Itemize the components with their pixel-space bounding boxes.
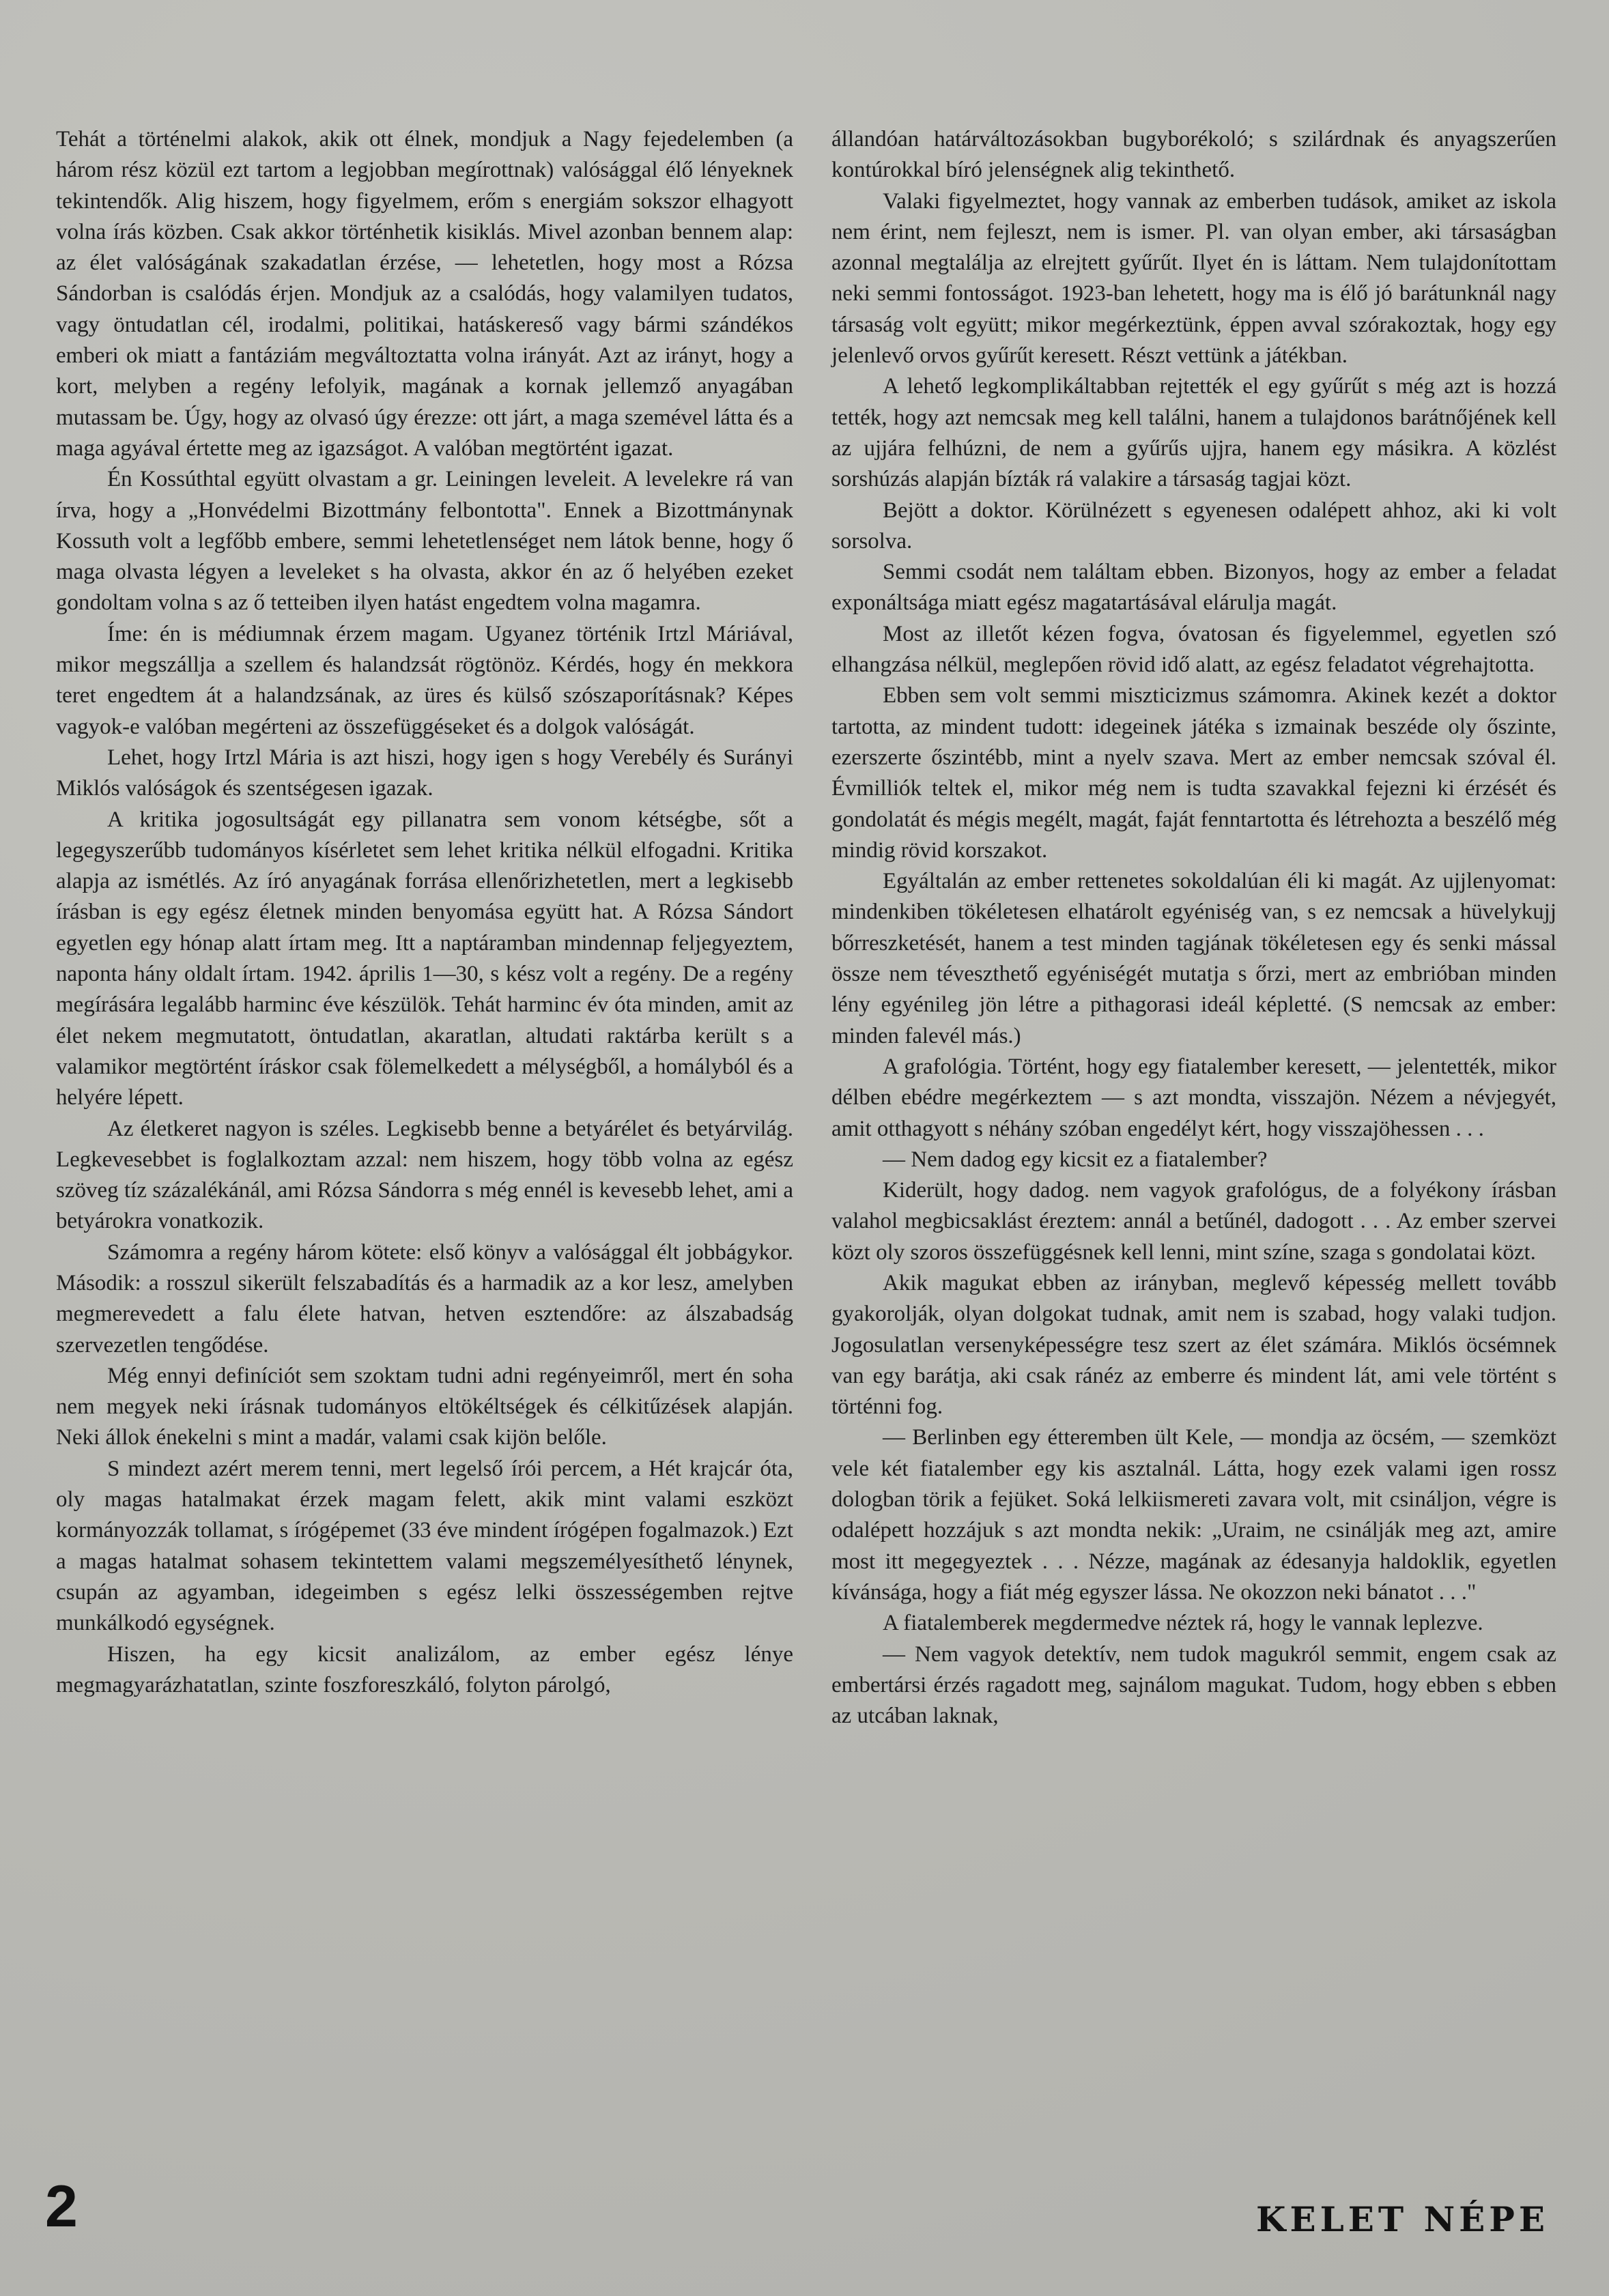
paragraph: Én Kossúthtal együtt olvastam a gr. Leiningen leveleit. A levelekre rá van írva, hogy a „Honvédelmi Bizottmány felbontotta". Ennek a Bizottmánynak Kossuth volt a legfőbb embere, semmi lehetetlenséget nem látok benne, hogy ő maga olvasta légyen a leveleket s ha olvasta, akkor én az ő helyében ezeket gondoltam volna s az ő tetteiben ilyen hatást engedtem volna magamra. — [56, 467, 793, 616]
paragraph: S mindezt azért merem tenni, mert legelső írói percem, a Hét krajcár óta, oly magas hatalmakat érzek magam felett, akik mint valami eszközt kormányozzák tollamat, s írógépemet (33 éve mindent írógépen fogalmazok.) Ezt a magas hatalmat sohasem tekintettem valami megszemélyesíthető lénynek, csupán az agyamban, idegeimben s egész lelki összességemben rejtve munkálkodó egységnek. — [56, 1456, 793, 1636]
paragraph: Bejött a doktor. Körülnézett s egyenesen odalépett ahhoz, aki ki volt sorsolva. — [831, 498, 1556, 554]
paragraph: A lehető legkomplikáltabban rejtették el egy gyűrűt s még azt is hozzá tették, hogy azt nemcsak meg kell találni, hanem a tulajdonos barátnőjének kell az ujjára felhúzni, de nem a gyűrűs ujjra, hanem egy másikra. A közlést sorshúzás alapján bízták rá valakire a társaság tagjai közt. — [831, 374, 1556, 492]
paragraph: Számomra a regény három kötete: első könyv a valósággal élt jobbágykor. Második: a rosszul sikerült felszabadítás és a harmadik az a kor lesz, amelyben megmerevedett a falu élete hatvan, hetven esztendőre: az álszabadság szervezetlen tengődése. — [56, 1239, 793, 1358]
paragraph: — Nem vagyok detektív, nem tudok magukról semmit, engem csak az embertársi érzés ragadott meg, sajnálom magukat. Tudom, hogy ebben s ebben az utcában laknak, — [831, 1641, 1556, 1729]
paragraph: A grafológia. Történt, hogy egy fiatalember keresett, — jelentették, mikor délben ebédre megérkeztem — s azt mondta, visszajön. Nézem a névjegyét, amit otthagyott s néhány szóban engedélyt kért, hogy visszajöhessen . . . — [831, 1054, 1556, 1141]
paragraph: A fiatalemberek megdermedve néztek rá, hogy le vannak leplezve. — [883, 1611, 1483, 1636]
magazine-title: KELET NÉPE — [1256, 2199, 1549, 2239]
paragraph: Kiderült, hogy dadog. nem vagyok grafológus, de a folyékony írásban valahol megbicsaklást éreztem: annál a betűnél, dadogott . . . Az ember szervei közt oly szoros összefüggésnek kell lenni, mint színe, szaga s gondolatai közt. — [831, 1178, 1556, 1265]
paragraph: Most az illetőt kézen fogva, óvatosan és figyelemmel, egyetlen szó elhangzása nélkül, meglepően rövid idő alatt, az egész feladatot végrehajtotta. — [831, 621, 1556, 678]
paragraph: Akik magukat ebben az irányban, meglevő képesség mellett tovább gyakorolják, olyan dolgokat tudnak, amit nem is szabad, hogy valaki tudjon. Jogosulatlan versenyképességre tesz szert az élet számára. Miklós öcsémnek van egy barátja, aki csak ránéz az emberre és mindent lát, ami vele történt s történni fog. — [831, 1270, 1556, 1420]
paragraph: állandóan határváltozásokban bugyborékoló; s szilárdnak és anyagszerűen kontúrokkal bíró jelenségnek alig tekinthető. — [831, 127, 1556, 183]
paragraph: Az életkeret nagyon is széles. Legkisebb benne a betyárélet és betyárvilág. Legkevesebbet is foglalkoztam azzal: nem hiszem, hogy több volna az egész szöveg tíz százalékánál, ami Rózsa Sándorra s még ennél is kevesebb lehet, ami a betyárokra vonatkozik. — [56, 1116, 793, 1234]
paragraph: Íme: én is médiumnak érzem magam. Ugyanez történik Irtzl Máriával, mikor megszállja a szellem és halandzsát rögtönöz. Kérdés, hogy én mekkora teret engedtem át a halandzsának, az üres és külső szószaporításnak? Képes vagyok-e valóban megérteni az összefüggéseket és a dolgok valóságát. — [56, 621, 793, 739]
page-number: 2 — [45, 2174, 78, 2239]
paragraph: Valaki figyelmeztet, hogy vannak az emberben tudások, amiket az iskola nem érint, nem fejleszt, nem is ismer. Pl. van olyan ember, aki társaságban azonnal megtalálja az elrejtett gyűrűt. Ilyet én is láttam. Nem tulajdonítottam neki semmi fontosságot. 1923-ban lehetett, hogy ma is élő jó barátunknál nagy társaság volt együtt; mikor megérkeztünk, éppen avval szórakoztak, hogy egy jelenlevő orvos gyűrűt keresett. Részt vettünk a játékban. — [831, 188, 1556, 369]
paragraph: — Berlinben egy étteremben ült Kele, — mondja az öcsém, — szemközt vele két fiatalember egy kis asztalnál. Látta, hogy ezek valami igen rossz dologban törik a fejüket. Soká lelkiismereti zavara volt, mit csináljon, végre is odalépett hozzájuk s azt mondta nekik: „Uraim, ne csinálják meg azt, amire most itt megegyeztek . . . Nézze, magának az édesanyja haldoklik, egyetlen kívánsága, hogy a fiát még egyszer lássa. Ne okozzon neki bánatot . . ." — [831, 1425, 1556, 1605]
paragraph: Semmi csodát nem találtam ebben. Bizonyos, hogy az ember a feladat exponáltsága miatt egész magatartásával elárulja magát. — [831, 560, 1556, 616]
paragraph: Tehát a történelmi alakok, akik ott élnek, mondjuk a Nagy fejedelemben (a három rész közül ezt tartom a legjobban megírottnak) valósággal élő lényeknek tekintendők. Alig hiszem, hogy figyelmem, erőm s energiám sokszor elhagyott volna írás közben. Csak akkor történhetik kisiklás. Mivel azonban bennem alap: az élet valóságának szakadatlan érzése, — lehetetlen, hogy most a Rózsa Sándorban is csalódás érjen. Mondjuk az a csalódás, hogy valamilyen tudatos, vagy öntudatlan cél, irodalmi, politikai, hatáskereső vagy bármi szándékos emberi ok miatt a fantáziám megváltoztatta volna irányát. Azt az irányt, hogy a kort, melyben a regény lefolyik, magának a kornak jellemző anyagában mutassam be. Úgy, hogy az olvasó úgy érezze: ott járt, a maga szemével látta és a maga agyával értette meg az igazságot. A valóban megtörtént igazat. — [56, 127, 793, 461]
paragraph: Még ennyi definíciót sem szoktam tudni adni regényeimről, mert én soha nem megyek neki írásnak tudományos eltökéltségek és célkitűzések alapján. Neki állok énekelni s mint a madár, valami csak kijön belőle. — [56, 1363, 793, 1450]
left-column — [56, 124, 793, 1701]
paragraph: Lehet, hogy Irtzl Mária is azt hiszi, hogy igen s hogy Verebély és Surányi Miklós valóságok és szentségesen igazak. — [56, 745, 793, 801]
right-column — [831, 124, 1556, 1732]
paragraph: Egyáltalán az ember rettenetes sokoldalúan éli ki magát. Az ujjlenyomat: mindenkiben tökéletesen elhatárolt egyéniség van, s ez nemcsak a hüvelykujj bőrreszketését, hanem a test minden tagjának tökéletesen egy és senki mással össze nem téveszthető egyéniségét mutatja s őrzi, mert az embrióban minden lény egyénileg jön létre a pithagorasi ideál képletté. (S nemcsak az ember: minden falevél más.) — [831, 869, 1556, 1048]
paragraph: Hiszen, ha egy kicsit analizálom, az ember egész lénye megmagyarázhatatlan, szinte foszforeszkáló, folyton párolgó, — [56, 1641, 793, 1697]
paragraph: Ebben sem volt semmi miszticizmus számomra. Akinek kezét a doktor tartotta, az mindent tudott: idegeinek játéka s izmainak beszéde oly őszinte, ezerszerte őszintébb, mint a nyelv szava. Mert az ember nemcsak szóval él. Évmilliók teltek el, mikor még nem is tudta szavakkal fejezni ki érzését és gondolatát és mégis megélt, magát, faját fenntartotta és létrehozta a beszélő még mindig rövid korszakot. — [831, 683, 1556, 863]
paragraph: A kritika jogosultságát egy pillanatra sem vonom kétségbe, sőt a legegyszerűbb tudományos kísérletet sem lehet kritika nélkül elfogadni. Kritika alapja az ismétlés. Az író anyagának forrása ellenőrizhetetlen, mert a legkisebb írásban is egy egész életnek minden benyomása együtt hat. A Rózsa Sándort egyetlen egy hónap alatt írtam meg. Itt a naptáramban mindennap feljegyeztem, naponta hány oldalt írtam. 1942. április 1—30, s kész volt a regény. De a regény megírására legalább harminc éve készülök. Tehát harminc év óta minden, amit az élet nekem megmutatott, öntudatlan, akaratlan, altudati raktárba került s a valamikor megtörtént íráskor csak fölemelkedett a mélységből, a homályból és a helyére lépett. — [56, 807, 793, 1110]
paragraph: — Nem dadog egy kicsit ez a fiatalember? — [883, 1147, 1268, 1172]
